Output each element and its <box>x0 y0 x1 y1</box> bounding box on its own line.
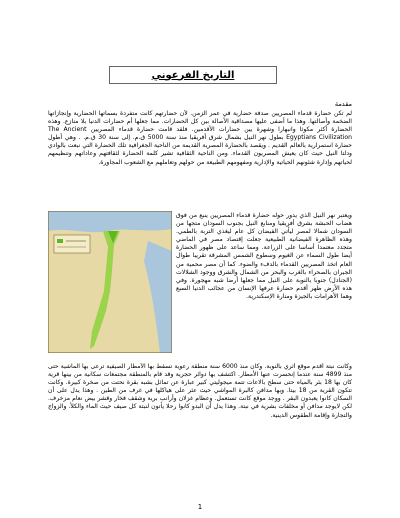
intro-heading: مقدمة <box>334 100 352 108</box>
paragraph-intro: لم تكن حضارة قدماء المصريين صدفة حضارية في عمر الزمن. لأن حضارتهم كانت متفردة بسماتها الحضارية وإنجازاتها الضخمة وأصالتها. وهذا ما أضفى عليها مصداقية الأصالة بين كل الحضارات. مما جعلها أم حضارات الدنيا بلا منازع. وهذه الحضارة أكثر مكوثا وانبهارا وشهرة بين حضارات الأقدمين. فلقد قامت حضارة قدماء المصريين The Ancient Egyptians Civilization بطول نهر النيل بشمال شرق أفريقيا منذ سنة 5000 ق.م. إلى سنة 30 ق.م. . وهي أطول حضارة استمرارية بالعالم القديم . ويقصد بالحضارة المصرية القديمة من الناحية الجغرافية تلك الحضارة التي نبعت بالوادي ودلتا النيل حيث كان يعيش المصريون القدماء. ومن الناحية الثقافية تشير كلمة الحضارة لثقافتهم وعاداتهم وتنظيمهم لحياتهم وإدارة شئونهم الحياتية والإدارية ومفهومهم الطبيعة من حولهم وتعاملهم مع الشعوب المجاورة. <box>48 110 352 166</box>
map-legend-box <box>54 235 90 253</box>
map-legend-swatch <box>57 239 63 243</box>
page-number: 1 <box>197 503 203 511</box>
document-title <box>109 66 277 84</box>
map-graphic <box>48 211 172 353</box>
ancient-egypt-map-image <box>48 211 172 353</box>
document-title-text: التاريخ الفرعوني <box>151 69 235 81</box>
paragraph-nile: ويعتبر نهر النيل الذي يدور حوله حضارة قدماء المصريين ينبع من فوق هضاب الحبشة بشرق أفريقيا ومنابع النيل بجنوب السودان متجها من السودان شمالا لمصر ليأتي الفيضان كل عام ليغذي التربة بالطمي. وهذه الظاهرة الفيضانية الطبيعية جعلت إقتصاد مصر في الماضي متجدد معتمدا أساسا على الزراعة. ومما ساعد على ظهور الحضارة أيضا طول السماء عن الغيوم وسطوع الشمس المشرقة تقريبا طوال العام اتخذ المصريين القدماء بالدفء والضوء. كما أن مصر محمية من الجيران بالصحراء بالغرب والبحر من الشمال والشرق ووجود الشلالات (الجنادل) جنوبا بالنوبة على النيل مما جعلها أرضا شبه مهجورة. وفي هذه الأرض ظهر أقدم حضارة عرفها الإنسان من عجائب الدنيا السبع وهما الأهرامات بالجيزة ومنارة الإسكندرية. <box>176 212 352 300</box>
map-mediterranean-sea <box>48 211 172 232</box>
paragraph-nubia: وكانت نبتة أقدم موقع أثري بالنوبة. وكان منذ 6000 سنة منطقة رعوية تسقط بها الأمطار الصيفية ترعى بها الماشية حتى منذ 4899 سنة عندما إنحسرت عنها الأمطار. اكتشف بها دوائر حجرية وقد قام بالمنطقة مجتمعات سكانية من بينها قرية كان بها 18 بئر بالمياه حتى سطح بالاعات تتمة ميجوليتي كبير عبارة عن تماثل بشبه بقرة نحتت من صخرة كبيرة. وكانت تتكون القرية من 18 بيتا. وبها مدافن كالبرة المواشي حيث عثر على هياكلها في غرف من الطين . وهذا يدل على أن السكان كانوا يعبدون البقر . ووجد موقع كانت تستعمل. وعظام غزلان وأرانب برية وشقف فخار وقشر بيض نعام مزخرف. لكن لايوجد مدافن أو مخلفات بشرية في نبتة. وهذا يدل أن البدو كانوا رحلا يأتون لنبتة كل صيف حيث الماء والكلأ. والزواج والتجارة وإقامة الطقوس الدينية. <box>48 363 352 419</box>
